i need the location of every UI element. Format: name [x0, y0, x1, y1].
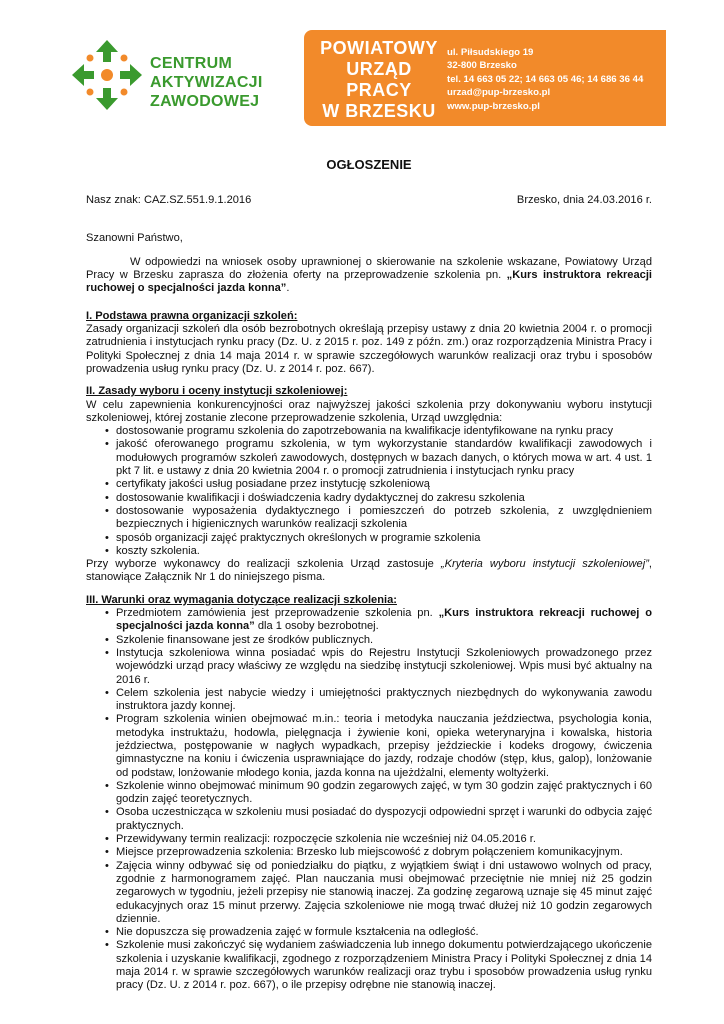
list-item: • Nie dopuszcza się prowadzenia zajęć w formule kształcenia na odległość. [105, 926, 479, 939]
section-2-heading [86, 385, 652, 398]
list-item: • dostosowanie programu szkolenia do zapotrzebowania na kwalifikacje identyfikowane na rynku pracy [105, 425, 614, 438]
reference-number: Nasz znak: CAZ.SZ.551.9.1.2016 [86, 194, 252, 207]
logo-line-2: AKTYWIZACJI [150, 74, 263, 91]
section-3-heading-text: III. Warunki oraz wymagania dotyczące realizacji szkolenia: [86, 593, 397, 606]
intro-text: W odpowiedzi na wniosek osoby uprawnionej o skierowanie na szkolenie wskazane, Powiatowy Urząd Pracy w Brzesku zaprasza do złożenia oferty na przeprowadzenie szkolenia pn. [86, 255, 652, 282]
pup-line-1: POWIATOWY [320, 38, 438, 58]
list-item: • dostosowanie wyposażenia dydaktycznego i pomieszczeń do potrzeb szkolenia, z uwzględnieniem bezpiecznych i higienicznych warunków realizacji szkolenia [105, 504, 652, 531]
section-1-heading [86, 310, 652, 323]
pup-banner [304, 30, 666, 126]
intro-paragraph [86, 256, 652, 296]
section-3-heading [86, 594, 652, 607]
list-item: • dostosowanie kwalifikacji i doświadczenia kadry dydaktycznej do zakresu szkolenia [105, 491, 525, 504]
logo-line-3: ZAWODOWEJ [150, 93, 260, 110]
list-item: • Zajęcia winny odbywać się od poniedziałku do piątku, z wyjątkiem świąt i dni ustawowo wolnych od pracy, zgodnie z harmonogramem zajęć. Plan nauczania musi obejmować przeciętnie nie mniej niż 25 godzin zegarowych w tygodniu, jeżeli przepisy nie stanowią inaczej. Za godzinę zegarową uznaje się 45 minut zajęć edukacyjnych oraz 15 minut przerwy. Zajęcia szkoleniowe nie mogą trwać dłużej niż 10 godzin zegarowych dziennie. [105, 859, 652, 925]
section-1-heading-text: I. Podstawa prawna organizacji szkoleń: [86, 309, 298, 322]
list-item: • Przewidywany termin realizacji: rozpoczęcie szkolenia nie wcześniej niż 04.05.2016 r. [105, 833, 536, 846]
address-www: www.pup-brzesko.pl [447, 100, 540, 112]
greeting: Szanowni Państwo, [86, 231, 183, 244]
pup-line-3: W BRZESKU [322, 101, 436, 121]
document-date: Brzesko, dnia 24.03.2016 r. [516, 194, 652, 207]
criteria-title: „Kryteria wyboru instytucji szkoleniowej” [440, 558, 649, 571]
list-item: • Miejsce przeprowadzenia szkolenia: Brzesko lub miejscowość z dobrym połączeniem komunikacyjnym. [105, 846, 623, 859]
letterhead [0, 0, 724, 150]
caz-logo-text [150, 54, 263, 111]
intro-end: . [286, 282, 290, 295]
list-item: • Osoba uczestnicząca w szkoleniu musi posiadać do dyspozycji odpowiedni sprzęt i warunki do odbycia zajęć praktycznych. [105, 806, 652, 832]
pup-name [314, 38, 444, 122]
caz-logo [70, 38, 300, 118]
section-2-closing: Przy wyborze wykonawcy do realizacji szkolenia Urząd zastosuje „Kryteria wyboru instytucji szkoleniowej”, stanowiące Załącznik Nr 1 do niniejszego pisma. [86, 558, 652, 584]
section-2-heading-text: II. Zasady wyboru i oceny instytucji szkoleniowej: [86, 385, 348, 398]
section-1-text: Zasady organizacji szkoleń dla osób bezrobotnych określają przepisy ustawy z dnia 20 kwietnia 2004 r. o promocji zatrudnienia i instytucjach rynku pracy (Dz. U. z 2015 r. poz. 149 z późn. zm.) oraz rozporządzenia Ministra Pracy i Polityki Społecznej z dnia 14 maja 2014 r. w sprawie szczegółowych warunków realizacji oraz trybu i sposobów prowadzenia usług rynku pracy (Dz. U. z 2014 r. poz. 667). [86, 323, 652, 375]
list-item: • koszty szkolenia. [105, 544, 200, 557]
address-street: ul. Piłsudskiego 19 [447, 47, 534, 58]
course-name: „Kurs instruktora rekreacji ruchowej o specjalności jazda konna” [86, 269, 652, 295]
list-item: • certyfikaty jakości usług posiadane przez instytucję szkoleniową [105, 478, 430, 491]
document-body [86, 150, 652, 993]
pup-address [447, 46, 643, 113]
logo-line-1: CENTRUM [150, 55, 233, 72]
list-item: • Przedmiotem zamówienia jest przeprowadzenie szkolenia pn. „Kurs instruktora rekreacji ruchowej o specjalności jazda konna” dla 1 osoby bezrobotnej. [105, 607, 653, 633]
list-item: • Szkolenie musi zakończyć się wydaniem zaświadczenia lub innego dokumentu potwierdzającego ukończenie szkolenia i uzyskanie kwalifikacji, zgodnego z rozporządzeniem Ministra Pracy i Polityki Społecznej z dnia 14 maja 2014 r. w sprawie szczegółowych warunków realizacji oraz trybu i sposobów prowadzenia usług rynku pracy (Dz. U. z 2014 r. poz. 667), o ile przepisy odrębne nie stanowią inaczej. [105, 939, 652, 992]
address-phone: tel. 14 663 05 22; 14 663 05 46; 14 686 36 44 [447, 73, 644, 85]
page-title: OGŁOSZENIE [326, 157, 412, 172]
list-item: • Program szkolenia winien obejmować m.in.: teoria i metodyka nauczania jeździectwa, psychologia konia, metodyka instruktażu, hodowla, pielęgnacja i żywienie koni, opieka weterynaryjna i kowalska, historia jeździectwa, postępowanie w nagłych wypadkach, przepisy jeździeckie i kodeks drogowy, ćwiczenia gimnastyczne na koniu i ćwiczenia usprawniające do jazdy, rodzaje chodów (stęp, kłus, galop), lonżowanie od podstaw, lonżowanie młodego konia, jazda konna na ujeżdżalni, elementy woltyżerki. [105, 713, 652, 779]
address-city: 32-800 Brzesko [447, 60, 517, 72]
list-item: • Szkolenie winno obejmować minimum 90 godzin zegarowych zajęć, w tym 30 godzin zajęć praktycznych i 60 godzin zajęć teoretycznych. [105, 779, 652, 806]
list-item: • jakość oferowanego programu szkolenia, w tym wykorzystanie standardów kwalifikacji zawodowych i modułowych programów szkoleń zawodowych, dostępnych w bazach danych, o których mowa w art. 4 ust. 1 pkt 7 lit. e ustawy z dnia 20 kwietnia 2004 r. o promocji zatrudnienia i instytucjach rynku pracy [105, 438, 652, 478]
section-2-intro: W celu zapewnienia konkurencyjności oraz najwyższej jakości szkolenia przy dokonywaniu wyboru instytucji szkoleniowej, której zostanie zlecone przeprowadzenie szkolenia, Urząd uwzględnia: [86, 398, 652, 424]
arrows-logo-icon [70, 38, 144, 112]
list-item: • Instytucja szkoleniowa winna posiadać wpis do Rejestru Instytucji Szkoleniowych prowadzonego przez wojewódzki urząd pracy właściwy ze względu na siedzibę instytucji szkoleniowej. Wpis musi być aktualny na 2016 r. [105, 646, 652, 686]
pup-line-2: URZĄD PRACY [346, 59, 412, 100]
reference-row [86, 194, 652, 207]
list-item: • sposób organizacji zajęć praktycznych określonych w programie szkolenia [105, 531, 481, 544]
section-2-list [86, 425, 652, 558]
address-email: urzad@pup-brzesko.pl [447, 87, 551, 99]
section-3-list [86, 607, 652, 993]
list-item: • Celem szkolenia jest nabycie wiedzy i umiejętności praktycznych niezbędnych do wykonywania zawodu instruktora jazdy konnej. [105, 686, 652, 713]
list-item: • Szkolenie finansowane jest ze środków publicznych. [105, 633, 374, 646]
